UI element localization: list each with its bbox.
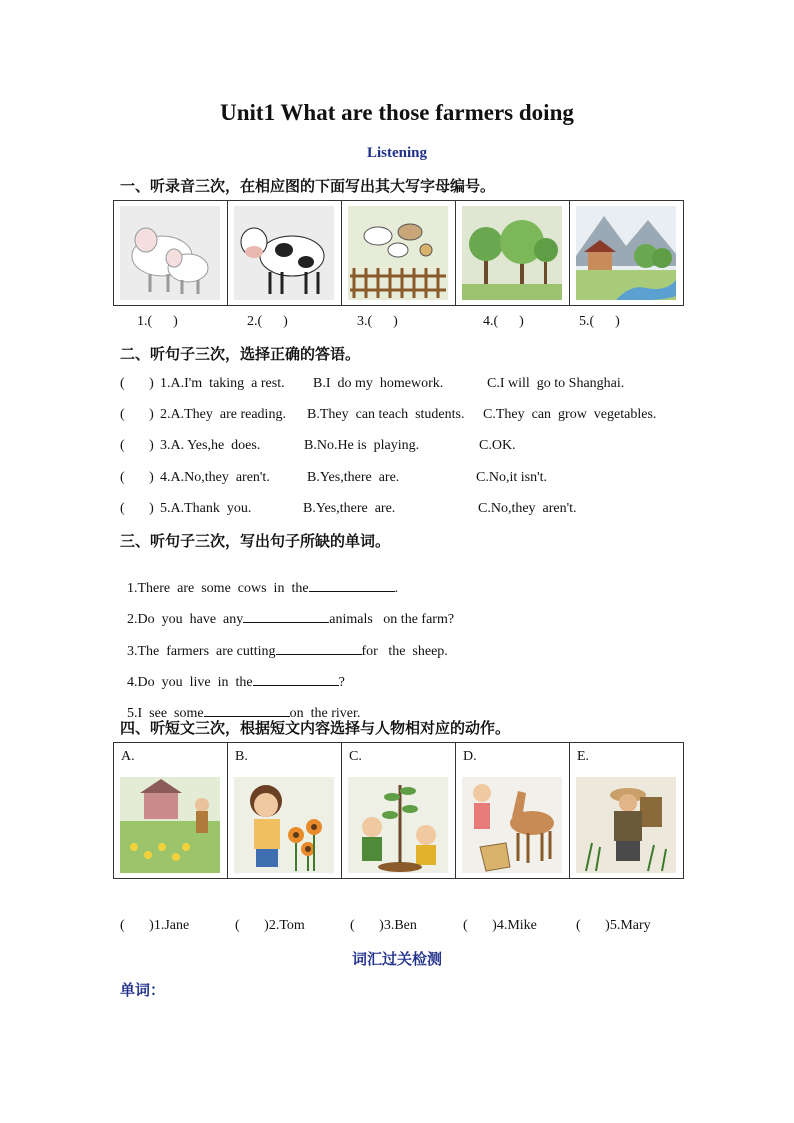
fill-blank[interactable] [243, 610, 329, 623]
answer-blank-2[interactable]: 2.( ) [247, 314, 288, 329]
question-paren[interactable]: ( ) [120, 501, 154, 516]
answer-paren[interactable]: ( ) [350, 918, 384, 933]
option-b: B.Yes,there are. [303, 501, 396, 516]
picture-cell-5 [570, 201, 684, 306]
trees-icon [462, 206, 562, 300]
watering-flowers-icon [234, 777, 334, 873]
sentence-end: ? [338, 675, 345, 690]
sentence-start: 1.There are some cows in the [127, 581, 309, 596]
sentence-start: 5.I see some [127, 706, 204, 721]
fill-sentence-1 [120, 563, 398, 597]
section4-picture-table [113, 742, 684, 879]
option-letter: B. [235, 749, 248, 764]
option-b: B.No.He is playing. [304, 438, 420, 453]
sentence-start: 2.Do you have any [127, 612, 244, 627]
option-a: 2.A.They are reading. [160, 407, 286, 422]
sentence-end: animals on the farm? [329, 612, 455, 627]
section1-picture-table [113, 200, 684, 306]
picture-cell-4 [456, 201, 570, 306]
action-cell-a [114, 743, 228, 879]
fill-sentence-4 [120, 657, 345, 691]
answer-blank-3[interactable]: 3.( ) [357, 314, 398, 329]
section4-heading: 四、听短文三次，根据短文内容选择与人物相对应的动作。 [120, 719, 511, 737]
fill-sentence-2 [120, 594, 454, 628]
option-letter: E. [577, 749, 590, 764]
answer-item-2 [235, 918, 305, 934]
planting-tree-icon [348, 777, 448, 873]
answer-blank-1[interactable]: 1.( ) [137, 314, 178, 329]
section2-heading: 二、听句子三次，选择正确的答语。 [120, 345, 361, 363]
house-river-icon [576, 206, 676, 300]
person-name: 4.Mike [496, 918, 537, 933]
page-subtitle: Listening [366, 145, 427, 161]
question-paren[interactable]: ( ) [120, 407, 154, 422]
vocab-heading: 词汇过关检测 [351, 950, 442, 968]
fill-sentence-3 [120, 626, 448, 660]
feeding-chicks-icon [120, 777, 220, 873]
section3-heading: 三、听句子三次，写出句子所缺的单词。 [120, 532, 391, 550]
picture-cell-3 [342, 201, 456, 306]
cow-icon [234, 206, 334, 300]
section1-heading: 一、听录音三次，在相应图的下面写出其大写字母编号。 [120, 177, 496, 195]
question-paren[interactable]: ( ) [120, 470, 154, 485]
answer-item-3 [350, 918, 417, 934]
picture-cell-1 [114, 201, 228, 306]
answer-item-5 [576, 918, 651, 934]
sentence-end: . [394, 581, 399, 596]
option-b: B.They can teach students. [307, 407, 465, 422]
option-c: C.No,they aren't. [478, 501, 577, 516]
person-name: 3.Ben [383, 918, 417, 933]
option-c: C.They can grow vegetables. [483, 407, 657, 422]
sentence-start: 3.The farmers are cutting [127, 644, 276, 659]
option-c: C.I will go to Shanghai. [487, 376, 625, 391]
action-cell-d [456, 743, 570, 879]
option-letter: C. [349, 749, 362, 764]
picking-tea-icon [576, 777, 676, 873]
option-letter: A. [121, 749, 135, 764]
sentence-end: for the sheep. [361, 644, 448, 659]
person-name: 1.Jane [153, 918, 190, 933]
action-cell-b [228, 743, 342, 879]
fill-blank[interactable] [253, 673, 339, 686]
fill-blank[interactable] [204, 704, 290, 717]
question-paren[interactable]: ( ) [120, 376, 154, 391]
fill-blank[interactable] [309, 579, 395, 592]
answer-paren[interactable]: ( ) [235, 918, 269, 933]
fill-blank[interactable] [276, 642, 362, 655]
answer-item-4 [463, 918, 537, 934]
picture-cell-2 [228, 201, 342, 306]
action-cell-e [570, 743, 684, 879]
answer-paren[interactable]: ( ) [463, 918, 497, 933]
option-a: 1.A.I'm taking a rest. [160, 376, 285, 391]
sentence-start: 4.Do you live in the [127, 675, 253, 690]
page-title: Unit1 What are those farmers doing [220, 100, 574, 125]
feeding-horse-icon [462, 777, 562, 873]
answer-paren[interactable]: ( ) [120, 918, 154, 933]
answer-paren[interactable]: ( ) [576, 918, 610, 933]
answer-blank-5[interactable]: 5.( ) [579, 314, 620, 329]
option-b: B.I do my homework. [313, 376, 444, 391]
farm-animals-icon [348, 206, 448, 300]
sentence-end: on the river. [289, 706, 361, 721]
option-b: B.Yes,there are. [307, 470, 400, 485]
person-name: 5.Mary [609, 918, 651, 933]
option-c: C.OK. [479, 438, 516, 453]
person-name: 2.Tom [268, 918, 305, 933]
words-label: 单词： [120, 981, 166, 999]
option-c: C.No,it isn't. [476, 470, 547, 485]
option-a: 4.A.No,they aren't. [160, 470, 270, 485]
answer-item-1 [120, 918, 189, 934]
answer-blank-4[interactable]: 4.( ) [483, 314, 524, 329]
option-a: 3.A. Yes,he does. [160, 438, 261, 453]
sheep-icon [120, 206, 220, 300]
question-paren[interactable]: ( ) [120, 438, 154, 453]
option-a: 5.A.Thank you. [160, 501, 252, 516]
option-letter: D. [463, 749, 477, 764]
action-cell-c [342, 743, 456, 879]
